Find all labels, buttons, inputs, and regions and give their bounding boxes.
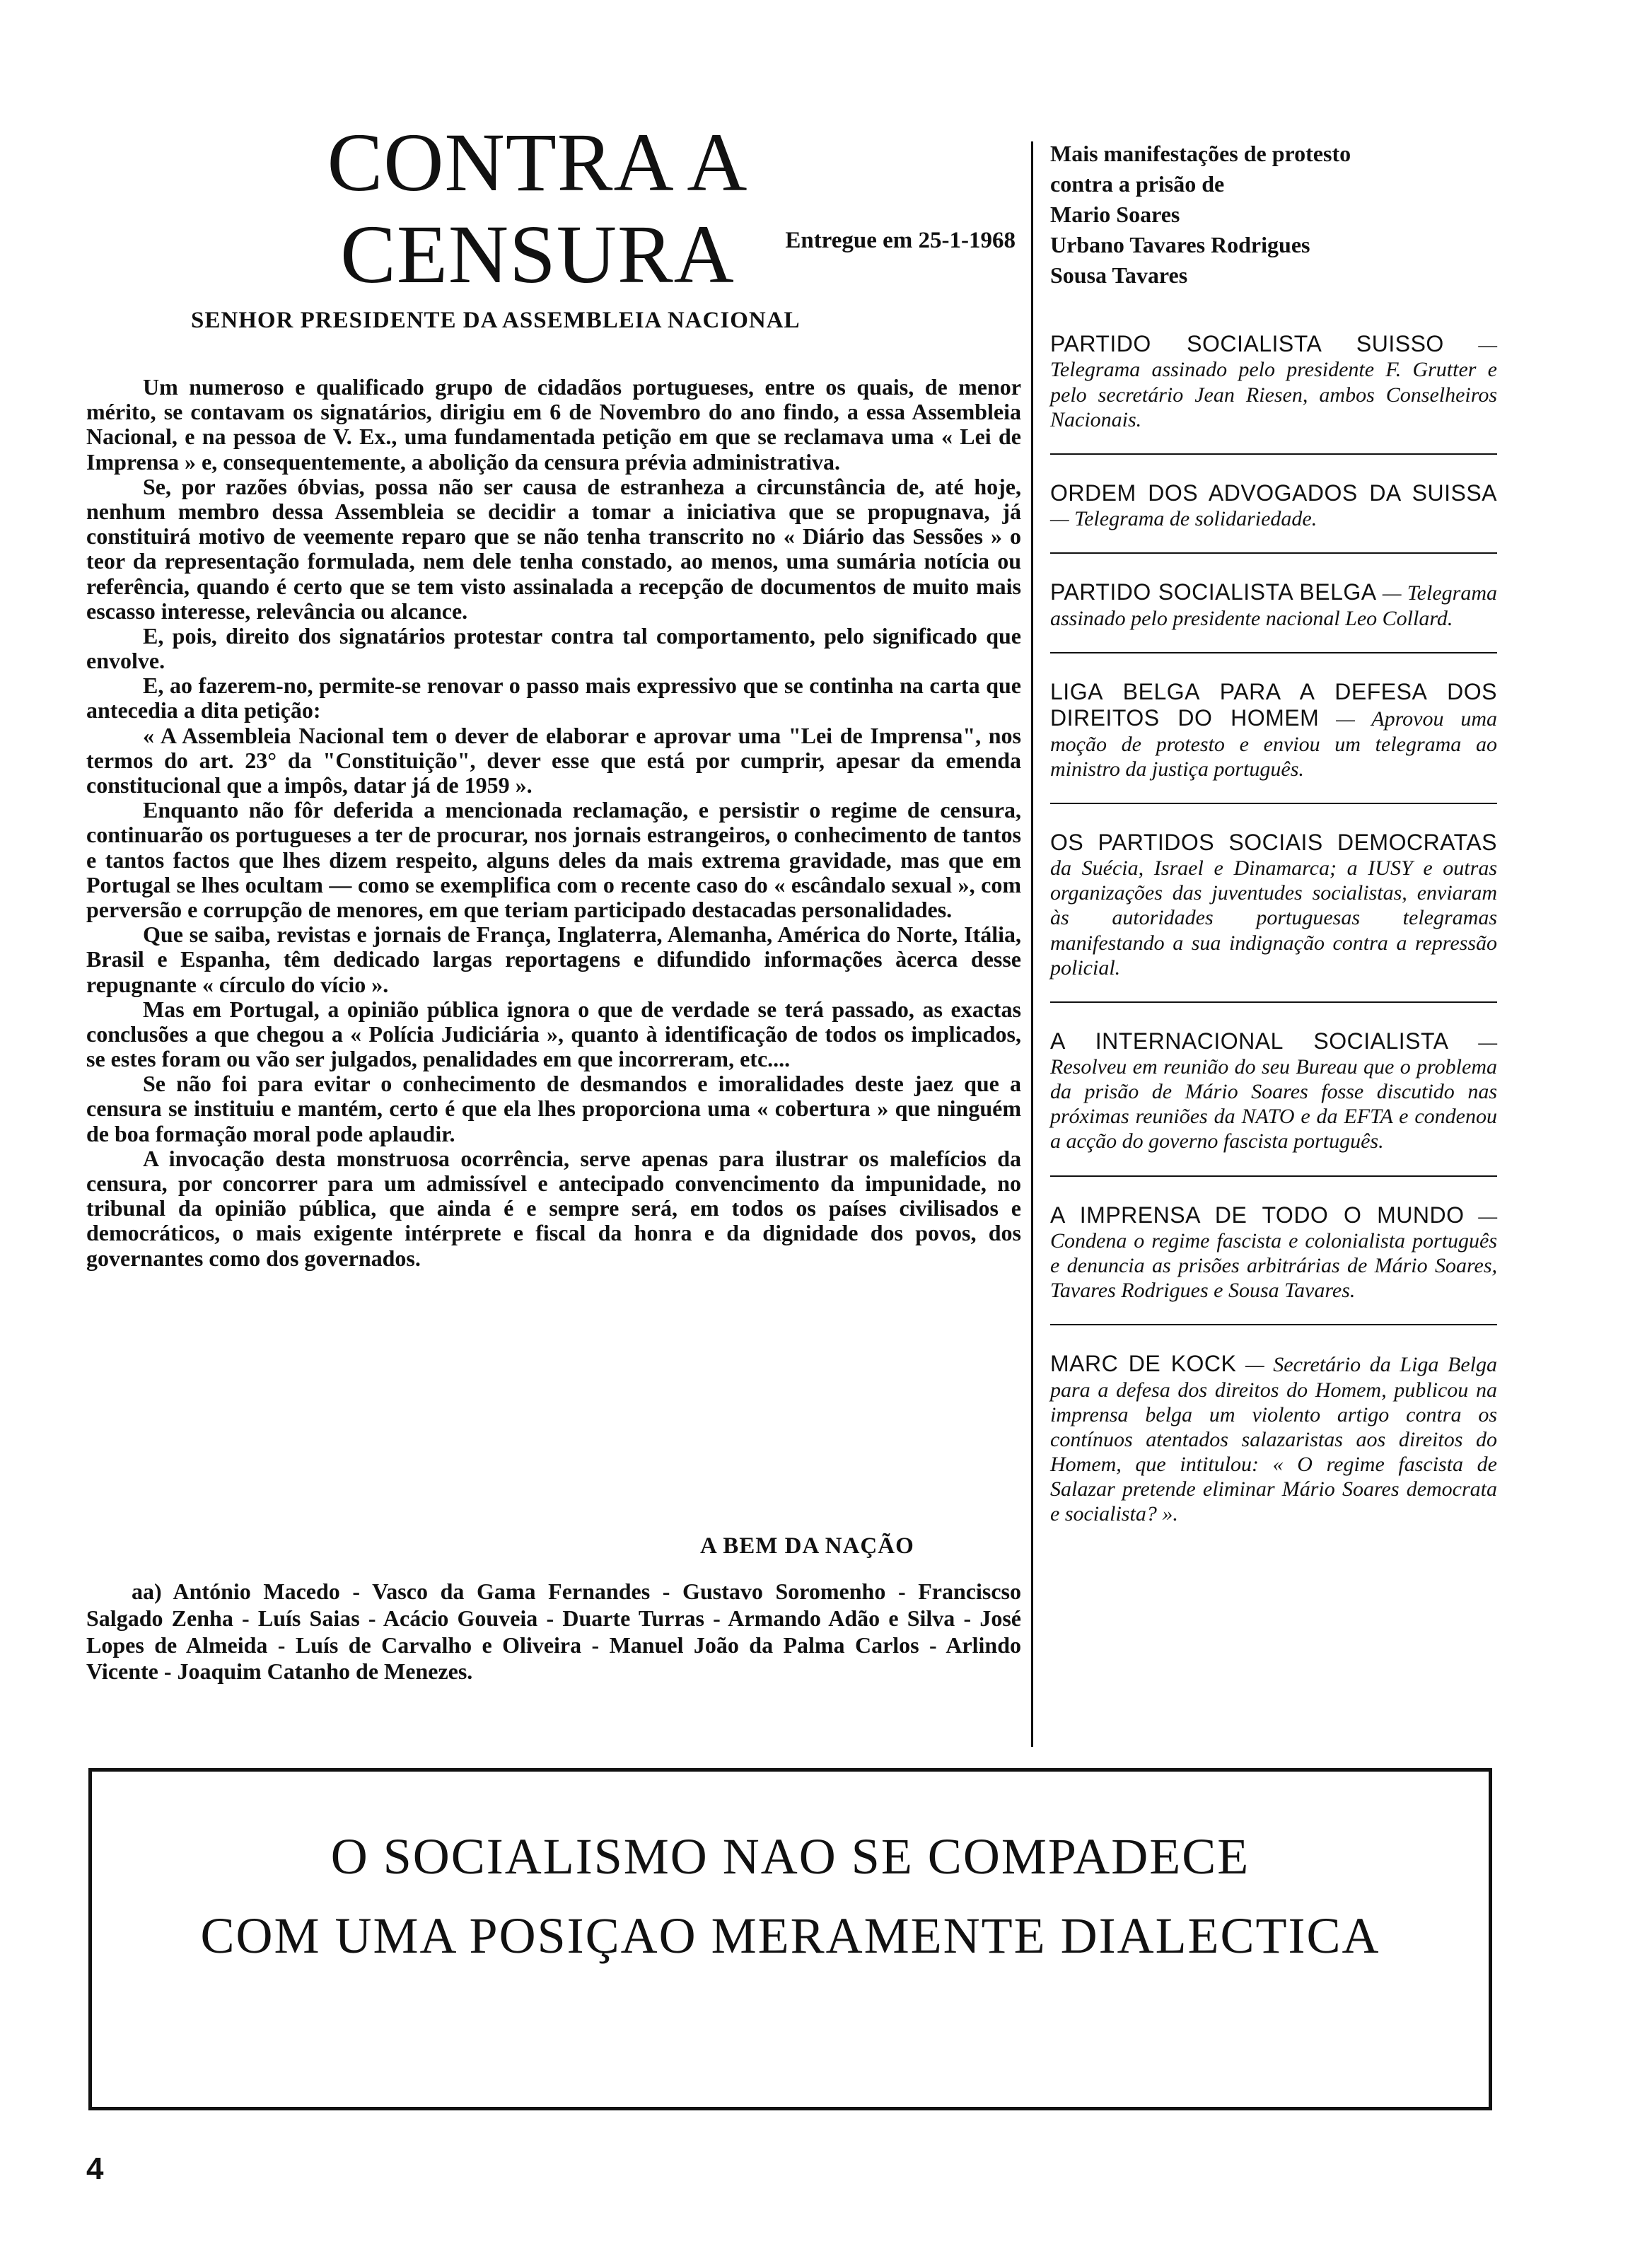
notice-separator <box>1050 1324 1497 1325</box>
slogan-line: COM UMA POSIÇAO MERAMENTE DIALECTICA <box>200 1907 1380 1964</box>
slogan-line: O SOCIALISMO NAO SE COMPADECE <box>330 1828 1250 1885</box>
notice-item <box>1050 480 1497 532</box>
notice-item <box>1050 679 1497 781</box>
protest-notices <box>1050 331 1497 1526</box>
notice-org: OS PARTIDOS SOCIAIS DEMOCRATAS <box>1050 829 1497 855</box>
notice-text: — Condena o regime fascista e colonialista português e denuncia as prisões arbitrárias de Mário Soares, Tavares Rodrigues e Sousa Tavares. <box>1050 1204 1498 1303</box>
notice-text: da Suécia, Israel e Dinamarca; a IUSY e outras organizações das juventudes socialistas, enviaram às autoridades portuguesas telegramas manifestando a sua indignação contra a repressão policial. <box>1050 856 1497 980</box>
slogan <box>88 1818 1492 1975</box>
article-paragraph: A invocação desta monstruosa ocorrência, serve apenas para ilustrar os malefícios da censura, por concorrer para um admissível e antecipado convencimento da impunidade, no tribunal da opinião pública, que ainda é e sempre será, em todos os países civilisados e democráticos, o mais exigente intérprete e fiscal da honra e da dignidade dos povos, dos governantes como dos governados. <box>86 1145 1021 1271</box>
notice-item <box>1050 579 1497 631</box>
article-paragraph: Que se saiba, revistas e jornais de França, Inglaterra, Alemanha, América do Norte, Itália, Brasil e Espanha, têm dedicado largas reportagens e difundido informações àcerca desse repugnante « círculo do vício ». <box>86 922 1021 997</box>
sidebar-heading-line: Urbano Tavares Rodrigues <box>1050 231 1310 257</box>
notice-org: PARTIDO SOCIALISTA BELGA <box>1050 579 1377 605</box>
notice-text: — Aprovou uma moção de protesto e enviou um telegrama ao ministro da justiça português. <box>1050 707 1498 781</box>
article-paragraph: Um numeroso e qualificado grupo de cidadãos portugueses, entre os quais, de menor mérito, se contavam os signatários, dirigiu em 6 de Novembro do ano findo, a essa Assembleia Nacional, e na pessoa de V. Ex., uma fundamentada petição em que se reclamava uma « Lei de Imprensa » e, consequentemente, a abolição da censura prévia administrativa. <box>86 374 1021 475</box>
column-divider <box>1031 141 1033 1747</box>
article-paragraph: Mas em Portugal, a opinião pública ignora o que de verdade se terá passado, as exactas conclusões a que chegou a « Polícia Judiciária », quanto à identificação de todos os implicados, se estes foram ou vão ser julgados, penalidades em que incorreram, etc.... <box>86 996 1021 1072</box>
notice-org: PARTIDO SOCIALISTA SUISSO <box>1050 331 1444 356</box>
article-title: CONTRA A CENSURA <box>327 116 748 301</box>
notice-org: LIGA BELGA PARA A DEFESA DOS DIREITOS DO HOMEM <box>1050 678 1497 731</box>
notice-org: MARC DE KOCK <box>1050 1351 1237 1377</box>
notice-separator <box>1050 453 1497 455</box>
sidebar-heading-line: contra a prisão de <box>1050 170 1225 197</box>
notice-text: — Telegrama assinado pelo presidente F. Grutter e pelo secretário Jean Riesen, ambos Conselheiros Nacionais. <box>1050 333 1498 431</box>
notice-item <box>1050 830 1497 980</box>
addressee-heading: SENHOR PRESIDENTE DA ASSEMBLEIA NACIONAL <box>191 308 801 333</box>
notice-text: — Telegrama de solidariedade. <box>1050 507 1317 531</box>
notice-separator <box>1050 652 1497 653</box>
sidebar-heading-line: Sousa Tavares <box>1050 262 1188 288</box>
notice-org: A INTERNACIONAL SOCIALISTA <box>1050 1028 1449 1054</box>
article-paragraph: Enquanto não fôr deferida a mencionada reclamação, e persistir o regime de censura, continuarão os portugueses a ter de procurar, nos jornais estrangeiros, o conhecimento de tantos e tantos factos que lhes dizem respeito, alguns deles da mais extrema gravidade, mas que em Portugal se lhes ocultam — como se exemplifica com o recente caso do « escândalo sexual », com perversão e corrupção de menores, em que teriam participado destacadas personalidades. <box>86 797 1021 922</box>
notice-item <box>1050 1351 1497 1526</box>
notice-separator <box>1050 803 1497 804</box>
article-paragraph: « A Assembleia Nacional tem o dever de elaborar e aprovar uma "Lei de Imprensa", nos termos do art. 23° da "Constituição", dever esse que está por cumprir, apesar da emenda constitucional que a impôs, datar já de 1959 ». <box>86 722 1021 798</box>
notice-item <box>1050 1202 1497 1303</box>
notice-text: — Secretário da Liga Belga para a defesa dos direitos do Homem, publicou na imprensa belga um violento artigo contra os contínuos atentados salazaristas aos direitos do Homem, que intitulou: « O regime fascista de Salazar pretende eliminar Mário Soares democrata e socialista? ». <box>1050 1353 1498 1526</box>
sidebar-heading <box>1050 139 1503 290</box>
article-paragraph: E, pois, direito dos signatários protestar contra tal comportamento, pelo significado que envolve. <box>86 622 1021 674</box>
notice-separator <box>1050 1175 1497 1177</box>
delivery-date: Entregue em 25-1-1968 <box>785 228 1016 253</box>
notice-item <box>1050 1028 1497 1154</box>
sidebar-heading-line: Mais manifestações de protesto <box>1050 141 1351 166</box>
article-paragraph: E, ao fazerem-no, permite-se renovar o passo mais expressivo que se continha na carta que antecedia a dita petição: <box>86 673 1021 723</box>
sidebar-heading-line: Mario Soares <box>1050 201 1180 227</box>
notice-org: A IMPRENSA DE TODO O MUNDO <box>1050 1202 1465 1228</box>
notice-org: ORDEM DOS ADVOGADOS DA SUISSA <box>1050 480 1497 506</box>
article-paragraph: Se, por razões óbvias, possa não ser causa de estranheza a circunstância de, até hoje, nenhum membro dessa Assembleia se decidir a tomar a iniciativa que se propugnava, já constituirá motivo de veemente reparo que se não tenha transcrito no « Diário das Sessões » o teor da representação formulada, nem dele tenha constado, ao menos, uma sumária notícia ou referência, quando é certo que se tem visto assinalada a recepção de documentos de muito mais escasso interesse, relevância ou alcance. <box>86 473 1021 624</box>
page-number: 4 <box>86 2151 104 2186</box>
article-paragraph: Se não foi para evitar o conhecimento de desmandos e imoralidades deste jaez que a censura se instituiu e mantém, certo é que ela lhes proporciona uma « cobertura » que ninguém de boa formação moral pode aplaudir. <box>86 1071 1021 1146</box>
notice-text: — Telegrama assinado pelo presidente nacional Leo Collard. <box>1050 581 1497 630</box>
notice-text: — Resolveu em reunião do seu Bureau que o problema da prisão de Mário Soares fosse discutido nas próximas reuniões da NATO e da EFTA e condenou a acção do governo fascista português. <box>1050 1030 1498 1153</box>
notice-item <box>1050 331 1497 432</box>
notice-separator <box>1050 1001 1497 1003</box>
notice-separator <box>1050 552 1497 554</box>
signatories: aa) António Macedo - Vasco da Gama Fernandes - Gustavo Soromenho - Franciscso Salgado Zenha - Luís Saias - Acácio Gouveia - Duarte Turras - Armando Adão e Silva - José Lopes de Almeida - Luís de Carvalho e Oliveira - Manuel João da Palma Carlos - Arlindo Vicente - Joaquim Catanho de Menezes. <box>86 1579 1021 1685</box>
article-body <box>86 375 1021 1271</box>
closing-salutation: A BEM DA NAÇÃO <box>700 1533 914 1559</box>
